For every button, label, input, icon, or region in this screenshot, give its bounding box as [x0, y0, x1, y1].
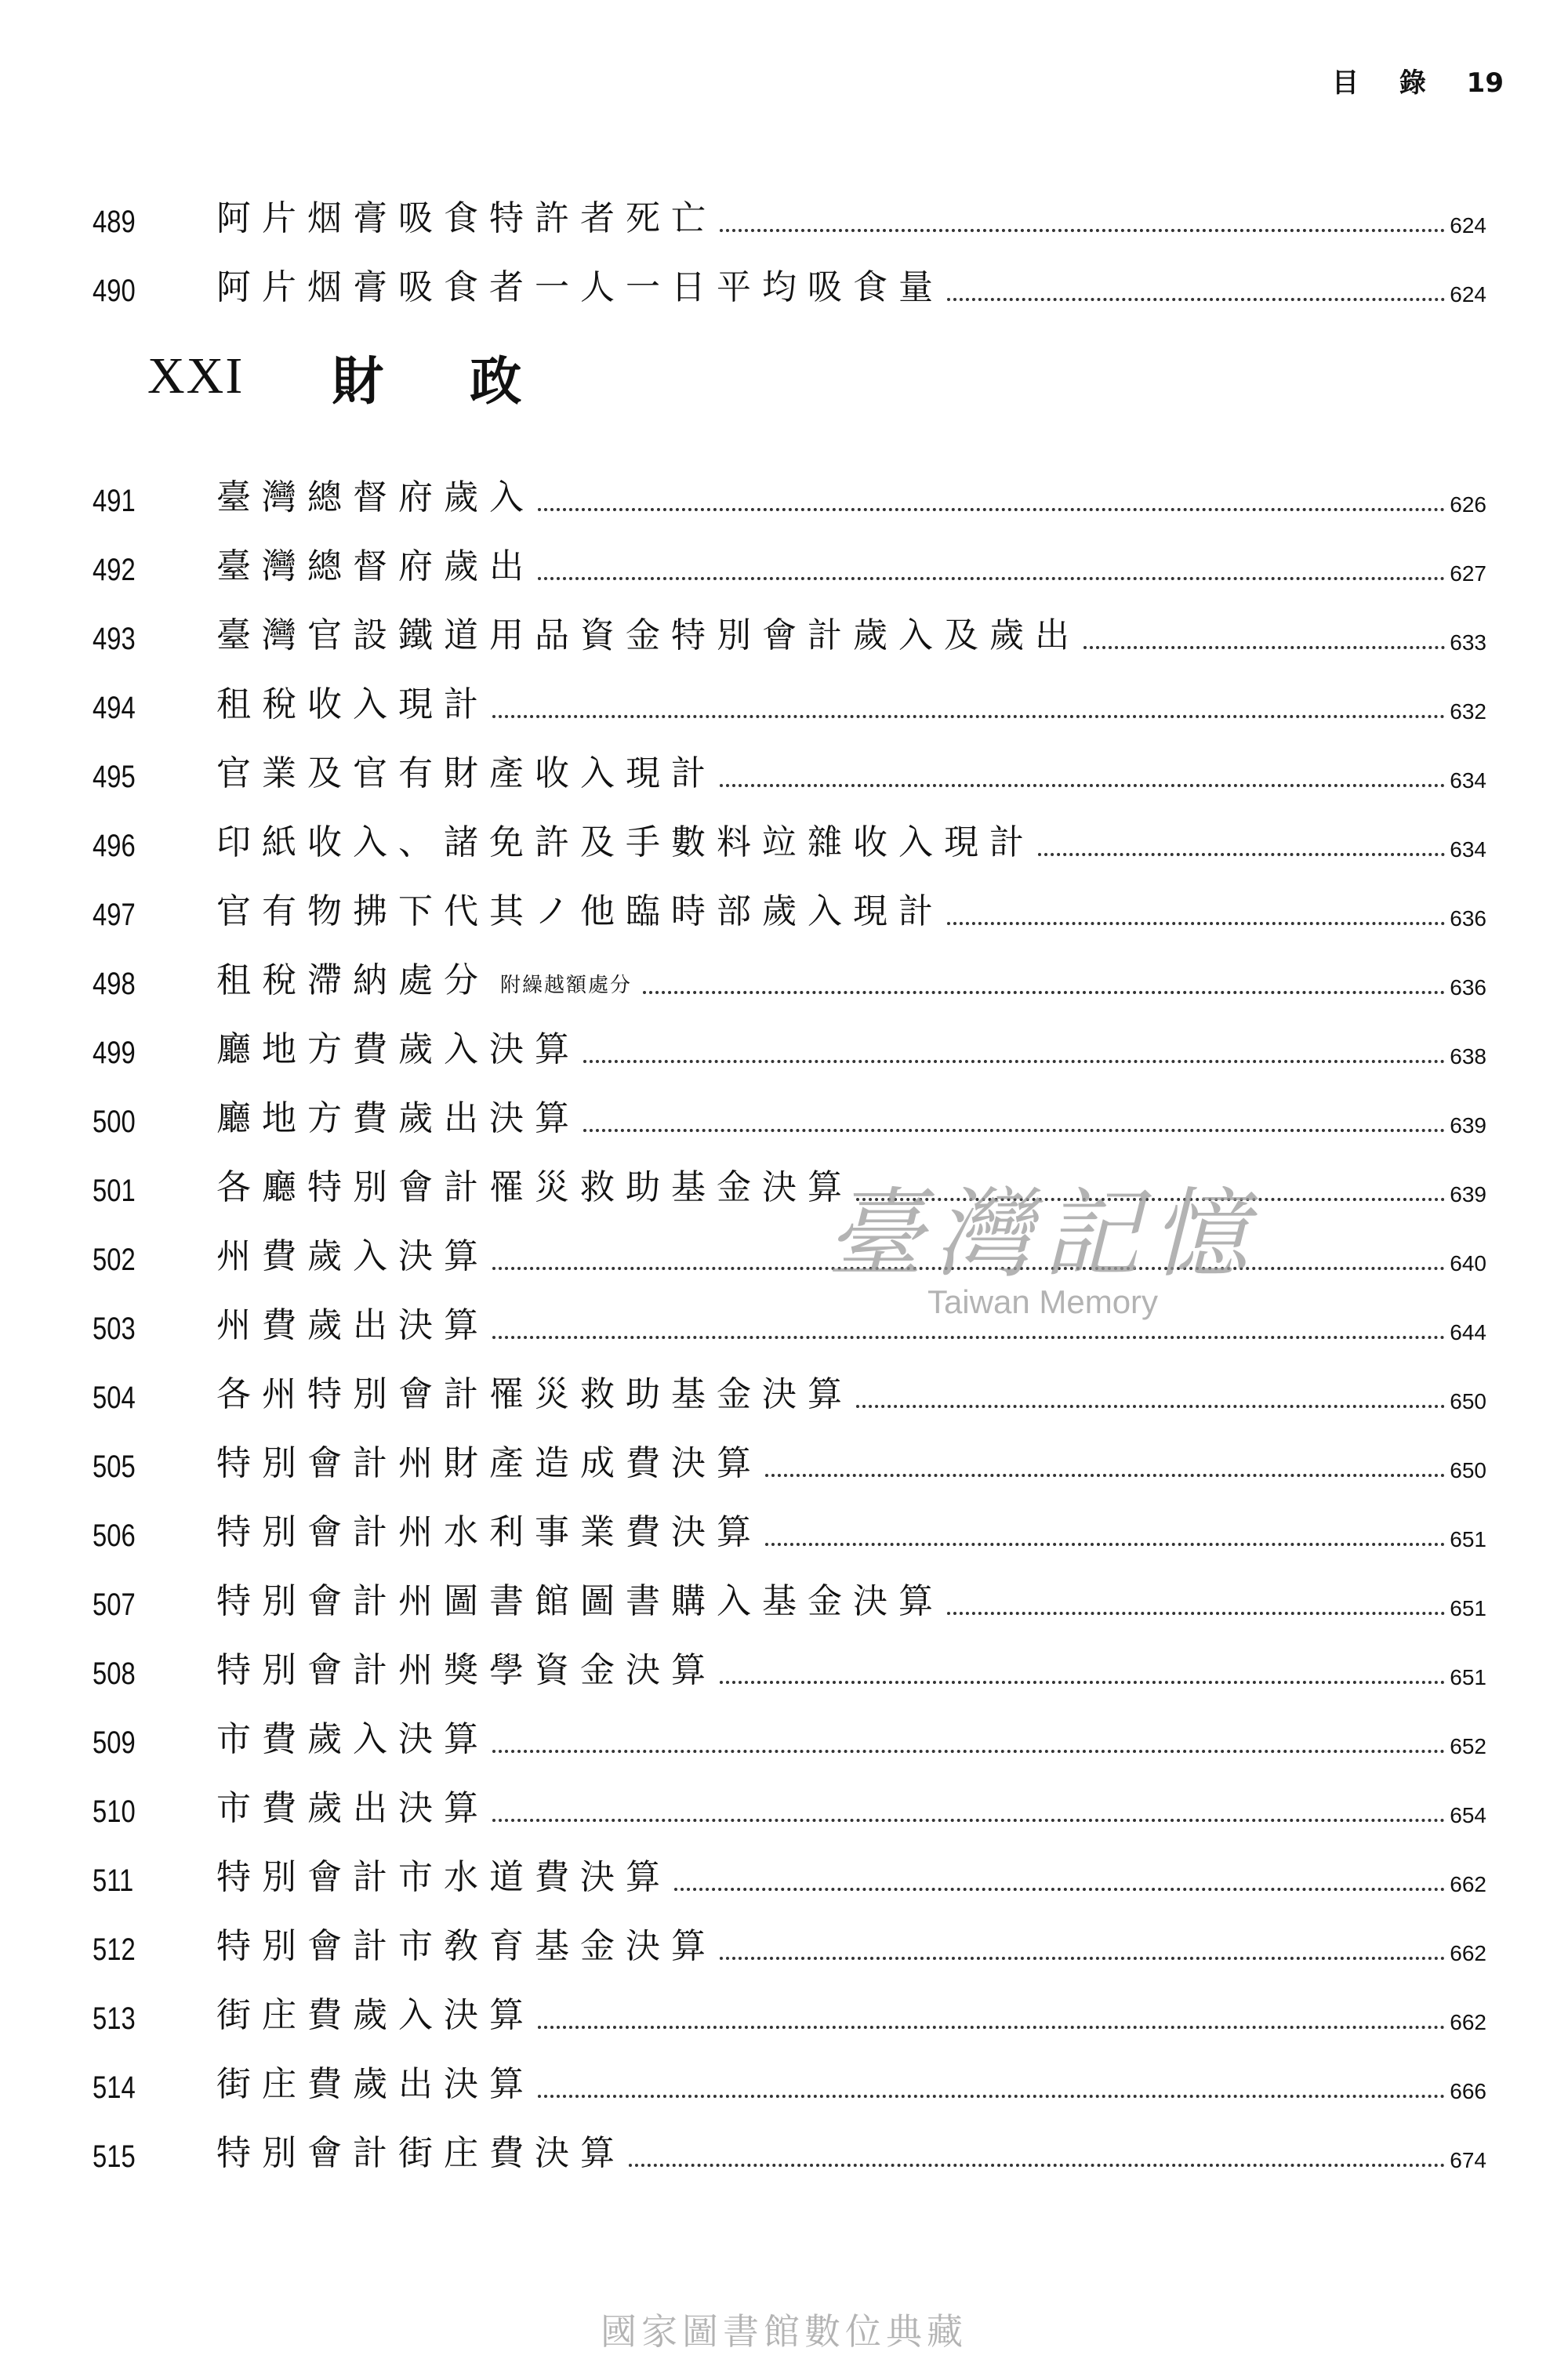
entry-number: 511 [93, 1863, 134, 1898]
toc-entry [93, 666, 1486, 726]
dot-leader [947, 1612, 1445, 1615]
entry-page: 654 [1450, 1803, 1486, 1827]
dot-leader [643, 991, 1445, 994]
entry-title: 各廳特別會計罹災救助基金決算 [216, 1167, 853, 1207]
entry-title: 特別會計市敎育基金決算 [216, 1926, 717, 1966]
entry-page: 634 [1450, 837, 1486, 862]
dot-leader [538, 577, 1445, 580]
toc-entry [93, 597, 1486, 657]
toc-entry [93, 249, 1486, 309]
entry-number: 514 [93, 2070, 136, 2105]
entry-number: 495 [93, 760, 136, 794]
entry-title: 特別會計州獎學資金決算 [216, 1650, 717, 1690]
running-head-label: 目 錄 [1331, 67, 1442, 99]
entry-page: 633 [1450, 630, 1486, 655]
dot-leader [583, 1129, 1445, 1132]
entry-title: 特別會計州財產造成費決算 [216, 1443, 762, 1483]
entry-page: 626 [1450, 492, 1486, 517]
entry-title: 廳地方費歲出決算 [216, 1098, 580, 1138]
dot-leader [947, 298, 1445, 301]
entry-page: 624 [1450, 282, 1486, 307]
entry-title: 臺灣總督府歲入 [216, 477, 535, 517]
entry-number: 502 [93, 1243, 136, 1277]
toc-entry [93, 804, 1486, 864]
entry-page: 632 [1450, 699, 1486, 724]
running-head-page-number: 19 [1466, 67, 1504, 99]
entry-page: 652 [1450, 1734, 1486, 1758]
entry-number: 490 [93, 274, 136, 308]
dot-leader [856, 1405, 1445, 1408]
taiwan-memory-watermark [776, 1176, 1309, 1364]
entry-title: 各州特別會計罹災救助基金決算 [216, 1374, 853, 1414]
entry-number: 508 [93, 1656, 136, 1691]
toc-entry [93, 1080, 1486, 1140]
entry-page: 636 [1450, 906, 1486, 931]
entry-number: 507 [93, 1588, 136, 1622]
watermark-chinese: 臺灣記憶 [826, 1178, 1259, 1291]
dot-leader [583, 1060, 1445, 1063]
dot-leader [947, 922, 1445, 925]
entry-title-text: 租稅滯納處分 [216, 960, 489, 1000]
entry-title: 臺灣官設鐵道用品資金特別會計歲入及歲出 [216, 615, 1080, 655]
entry-number: 504 [93, 1381, 136, 1415]
dot-leader [538, 508, 1445, 511]
toc-entry [93, 2115, 1486, 2175]
toc-entry [93, 1011, 1486, 1071]
entry-title: 印紙收入、諸免許及手數料竝雜收入現計 [216, 822, 1035, 862]
toc-entry [93, 1632, 1486, 1692]
entry-note: 附繰越額處分 [500, 974, 633, 997]
entry-number: 494 [93, 691, 136, 725]
toc-entry [93, 1494, 1486, 1554]
dot-leader [765, 1474, 1445, 1477]
entry-page: 638 [1450, 1044, 1486, 1069]
entry-page: 639 [1450, 1182, 1486, 1207]
entry-page: 634 [1450, 768, 1486, 793]
running-head [1332, 61, 1504, 100]
dot-leader [720, 1681, 1445, 1684]
dot-leader [492, 1750, 1445, 1753]
entry-title: 阿片烟膏吸食者一人一日平均吸食量 [216, 267, 944, 307]
entry-number: 498 [93, 967, 136, 1001]
dot-leader [538, 2026, 1445, 2029]
toc-entry [93, 1977, 1486, 2037]
entry-page: 627 [1450, 561, 1486, 586]
entry-number: 496 [93, 829, 136, 863]
dot-leader [492, 1819, 1445, 1822]
toc-entry [93, 459, 1486, 519]
entry-number: 509 [93, 1725, 136, 1760]
entry-page: 650 [1450, 1458, 1486, 1482]
entry-title: 州費歲出決算 [216, 1305, 489, 1345]
entry-number: 513 [93, 2001, 136, 2036]
toc-entry [93, 873, 1486, 933]
entry-page: 640 [1450, 1251, 1486, 1275]
entry-title: 官業及官有財產收入現計 [216, 753, 717, 793]
entry-number: 491 [93, 484, 136, 518]
dot-leader [1038, 853, 1445, 856]
footer-credit: 國家圖書館數位典藏 [601, 2310, 967, 2353]
entry-title: 特別會計州水利事業費決算 [216, 1512, 762, 1552]
dot-leader [720, 1957, 1445, 1960]
entry-page: 662 [1450, 1872, 1486, 1896]
entry-number: 492 [93, 553, 136, 587]
section-heading [147, 345, 608, 412]
toc-entry [93, 180, 1486, 240]
entry-page: 666 [1450, 2079, 1486, 2103]
dot-leader [765, 1543, 1445, 1546]
entry-title: 廳地方費歲入決算 [216, 1029, 580, 1069]
dot-leader [629, 2164, 1445, 2167]
entry-number: 506 [93, 1519, 136, 1553]
entry-number: 512 [93, 1932, 136, 1967]
entry-number: 489 [93, 205, 136, 239]
toc-entry [93, 1839, 1486, 1899]
entry-title: 州費歲入決算 [216, 1236, 489, 1276]
entry-number: 501 [93, 1174, 136, 1208]
toc-entry [93, 1563, 1486, 1623]
entry-page: 651 [1450, 1527, 1486, 1551]
entry-title: 特別會計市水道費決算 [216, 1857, 671, 1897]
entry-page: 639 [1450, 1113, 1486, 1138]
section-title: 財政 [332, 350, 608, 412]
entry-page: 650 [1450, 1389, 1486, 1413]
entry-title: 租稅收入現計 [216, 684, 489, 724]
toc-entry [93, 1425, 1486, 1485]
entry-number: 505 [93, 1450, 136, 1484]
entry-page: 662 [1450, 2010, 1486, 2034]
dot-leader [720, 784, 1445, 787]
entry-number: 499 [93, 1036, 136, 1070]
watermark-english: Taiwan Memory [927, 1283, 1159, 1320]
entry-number: 515 [93, 2139, 136, 2174]
entry-page: 674 [1450, 2148, 1486, 2172]
entry-title: 街庄費歲入決算 [216, 1995, 535, 2035]
entry-number: 503 [93, 1312, 136, 1346]
entry-title: 市費歲出決算 [216, 1788, 489, 1828]
entry-page: 651 [1450, 1596, 1486, 1620]
entry-page: 644 [1450, 1320, 1486, 1344]
entry-title [210, 952, 640, 1002]
entry-title: 街庄費歲出決算 [216, 2064, 535, 2104]
entry-page: 651 [1450, 1665, 1486, 1689]
toc-entry [93, 1908, 1486, 1968]
entry-page: 636 [1450, 975, 1486, 1000]
entry-number: 493 [93, 622, 136, 656]
entry-title: 臺灣總督府歲出 [216, 546, 535, 586]
toc-entry [93, 735, 1486, 795]
toc-entry [93, 942, 1486, 1002]
entry-number: 497 [93, 898, 136, 932]
entry-number: 500 [93, 1105, 136, 1139]
entry-title: 特別會計街庄費決算 [216, 2133, 626, 2173]
toc-entry [93, 1770, 1486, 1830]
dot-leader [674, 1888, 1445, 1891]
entry-title: 市費歲入決算 [216, 1719, 489, 1759]
dot-leader [492, 715, 1445, 718]
entry-number: 510 [93, 1794, 136, 1829]
entry-title: 官有物拂下代其ノ他臨時部歲入現計 [216, 891, 944, 931]
toc-entry [93, 528, 1486, 588]
toc-entry [93, 1701, 1486, 1761]
section-roman-numeral: XXI [147, 347, 245, 405]
toc-entry [93, 1356, 1486, 1416]
entry-title: 特別會計州圖書館圖書購入基金決算 [216, 1581, 944, 1621]
entry-title: 阿片烟膏吸食特許者死亡 [216, 198, 717, 238]
toc-entry [93, 2046, 1486, 2106]
dot-leader [1083, 646, 1445, 649]
dot-leader [538, 2095, 1445, 2098]
entry-page: 662 [1450, 1941, 1486, 1965]
entry-page: 624 [1450, 213, 1486, 238]
dot-leader [720, 229, 1445, 232]
